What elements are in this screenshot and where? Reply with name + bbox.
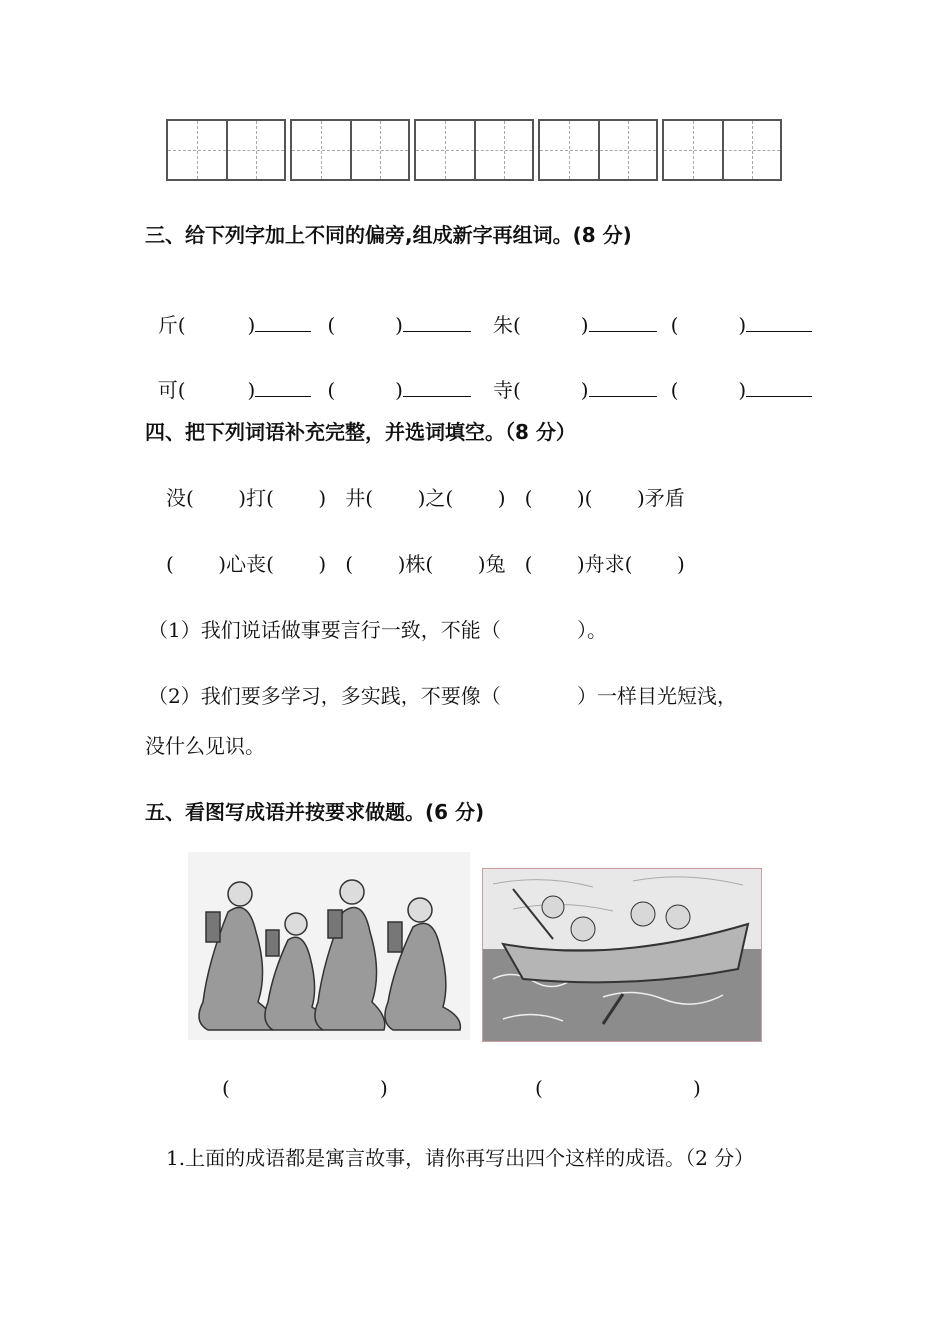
section4-heading: 四、把下列词语补充完整，并选词填空。（8 分） [145, 420, 576, 444]
grid-group [414, 119, 534, 181]
paren-close: ) [738, 378, 747, 402]
answer1-blank[interactable] [240, 1074, 380, 1100]
illustration-pipes-players [188, 852, 470, 1040]
paren-close: ) [395, 313, 403, 337]
grid-group [166, 119, 286, 181]
paren-close: ) [580, 313, 589, 337]
s3-r1-char-c: 朱( [492, 313, 521, 337]
answer-blank[interactable] [589, 313, 657, 332]
answer2-open-paren: ( [535, 1076, 543, 1100]
answer1-close-paren: ) [380, 1076, 388, 1100]
grid-cell[interactable] [474, 121, 532, 179]
answer-blank[interactable] [403, 378, 471, 397]
paren-open: ( [327, 313, 336, 337]
s4-question1: （1）我们说话做事要言行一致，不能（ ）。 [148, 618, 608, 642]
paren-close: ) [738, 313, 747, 337]
grid-cell[interactable] [168, 121, 226, 179]
answer-blank[interactable] [589, 378, 657, 397]
s3-r2-char-c: 寺( [492, 378, 521, 402]
s3-r1-char-a: 斤( [157, 313, 186, 337]
paren-close: ) [247, 313, 256, 337]
illustration-boat-sword [482, 868, 762, 1042]
paren-close: ) [395, 378, 403, 402]
boat-sword-drawing [483, 869, 761, 1041]
s3-r2-char-a: 可( [157, 378, 186, 402]
grid-cell[interactable] [416, 121, 474, 179]
s4-idiom-row1: 没( )打( ) 井( )之( ) ( )( )矛盾 [166, 486, 685, 510]
section5-heading: 五、看图写成语并按要求做题。(6 分) [145, 800, 485, 824]
grid-cell[interactable] [722, 121, 780, 179]
paren-open: ( [670, 378, 679, 402]
grid-cell[interactable] [664, 121, 722, 179]
grid-cell[interactable] [540, 121, 598, 179]
paren-open: ( [327, 378, 336, 402]
grid-group [290, 119, 410, 181]
answer-blank[interactable] [746, 378, 812, 397]
paren-close: ) [580, 378, 589, 402]
answer2-blank[interactable] [553, 1074, 693, 1100]
grid-cell[interactable] [292, 121, 350, 179]
grid-cell[interactable] [226, 121, 284, 179]
grid-group [538, 119, 658, 181]
answer-blank[interactable] [403, 313, 471, 332]
s3-row1 [145, 285, 812, 338]
paren-close: ) [247, 378, 256, 402]
writing-grid [166, 119, 782, 181]
answer-blank[interactable] [255, 313, 311, 332]
section3-heading: 三、给下列字加上不同的偏旁,组成新字再组词。(8 分) [145, 223, 632, 247]
grid-cell[interactable] [350, 121, 408, 179]
answer1-open-paren: ( [222, 1076, 230, 1100]
s4-question2-line1: （2）我们要多学习，多实践，不要像（ ）一样目光短浅， [148, 684, 738, 708]
grid-cell[interactable] [598, 121, 656, 179]
s5-question1: 1.上面的成语都是寓言故事，请你再写出四个这样的成语。（2 分） [166, 1146, 755, 1170]
paren-open: ( [670, 313, 679, 337]
s4-idiom-row2: ( )心丧( ) ( )株( )兔 ( )舟求( ) [166, 552, 685, 576]
grid-group [662, 119, 782, 181]
pipes-players-drawing [188, 852, 470, 1040]
s4-question2-line2: 没什么见识。 [145, 734, 265, 758]
s3-row2 [145, 350, 812, 403]
answer2-close-paren: ) [693, 1076, 701, 1100]
answer-blank[interactable] [255, 378, 311, 397]
answer-blank[interactable] [746, 313, 812, 332]
